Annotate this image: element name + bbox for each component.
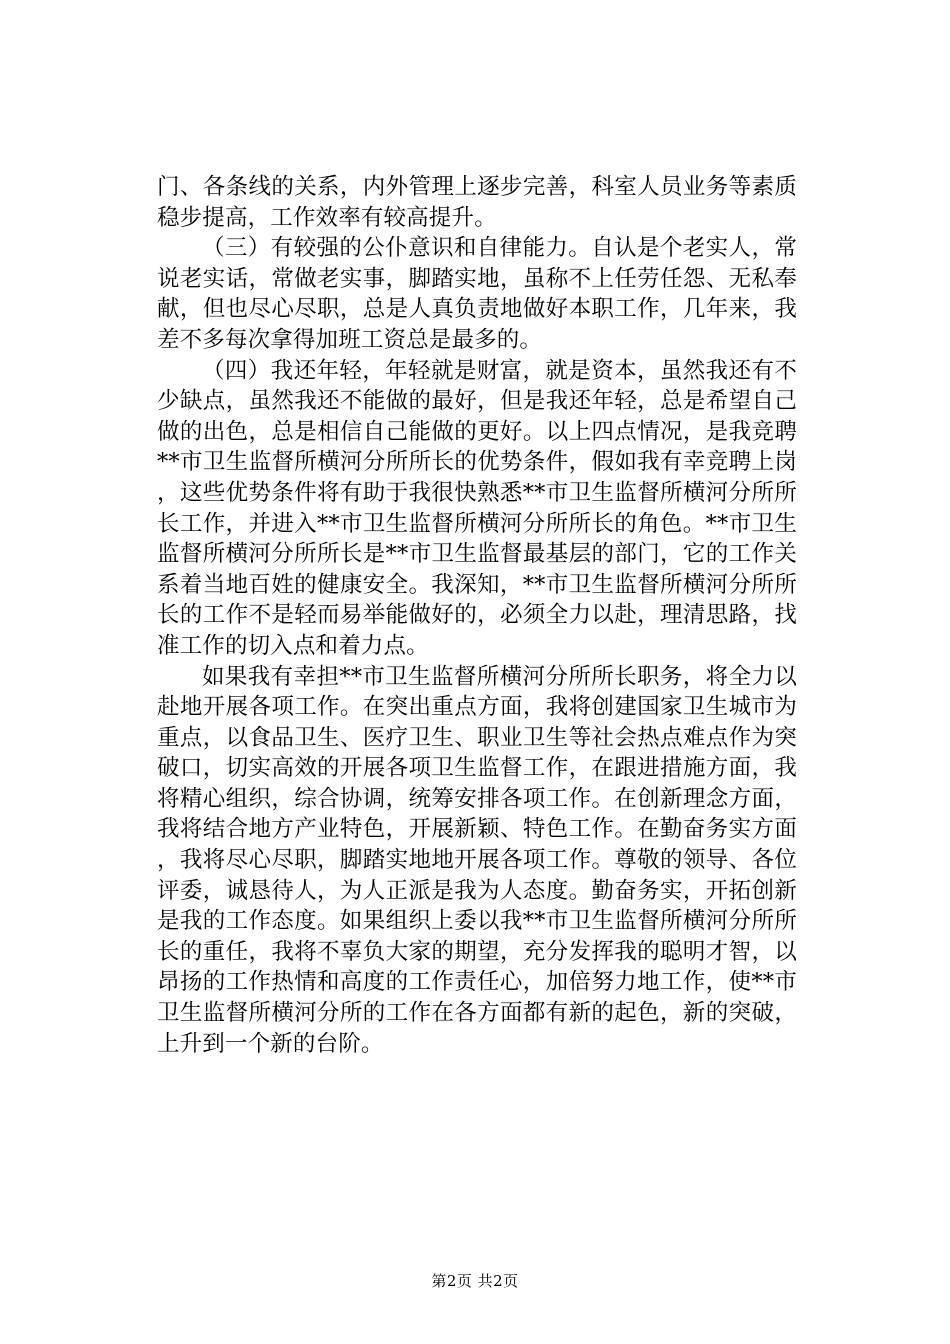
paragraph-section-three: （三）有较强的公仆意识和自律能力。自认是个老实人，常说老实话，常做老实事，脚踏实地，虽称不上任劳任怨、无私奉献，但也尽心尽职，总是人真负责地做好本职工作，几年来，我差不多每次拿得加班工资总是最多的。 <box>157 235 797 353</box>
paragraph-continuation: 门、各条线的关系，内外管理上逐步完善，科室人员业务等素质稳步提高，工作效率有较高提升。 <box>157 174 797 231</box>
paragraph-section-four: （四）我还年轻，年轻就是财富，就是资本，虽然我还有不少缺点，虽然我还不能做的最好，但是我还年轻，总是希望自己做的出色，总是相信自己能做的更好。以上四点情况，是我竞聘**市卫生监督所横河分所所长的优势条件，假如我有幸竞聘上岗，这些优势条件将有助于我很快熟悉**市卫生监督所横河分所所长工作，并进入**市卫生监督所横河分所所长的角色。**市卫生监督所横河分所所长是**市卫生监督最基层的部门，它的工作关系着当地百姓的健康安全。我深知，**市卫生监督所横河分所所长的工作不是轻而易举能做好的，必须全力以赴，理清思路，找准工作的切入点和着力点。 <box>157 357 797 659</box>
paragraph-work-plan: 如果我有幸担**市卫生监督所横河分所所长职务，将全力以赴地开展各项工作。在突出重点方面，我将创建国家卫生城市为重点，以食品卫生、医疗卫生、职业卫生等社会热点难点作为突破口，切实高效的开展各项卫生监督工作，在跟进措施方面，我将精心组织，综合协调，统筹安排各项工作。在创新理念方面，我将结合地方产业特色，开展新颖、特色工作。在勤奋务实方面，我将尽心尽职，脚踏实地地开展各项工作。尊敬的领导、各位评委，诚恳待人，为人正派是我为人态度。勤奋务实，开拓创新是我的工作态度。如果组织上委以我**市卫生监督所横河分所所长的重任，我将不辜负大家的期望，充分发挥我的聪明才智，以昂扬的工作热情和高度的工作责任心，加倍努力地工作，使**市卫生监督所横河分所的工作在各方面都有新的起色，新的突破，上升到一个新的台阶。 <box>157 663 797 1057</box>
document-body <box>157 172 797 1059</box>
page-footer: 第2页 共2页 <box>431 1272 519 1290</box>
